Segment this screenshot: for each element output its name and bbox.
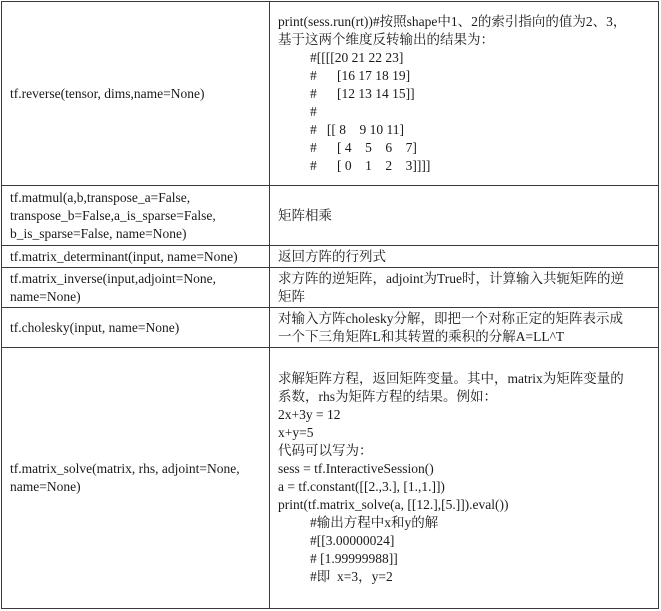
code-line: sess = tf.InteractiveSession() — [278, 461, 434, 476]
code-comment-line: #输出方程中x和y的解 — [310, 515, 439, 530]
api-reference-table — [1, 1, 659, 609]
function-cell — [2, 308, 270, 348]
function-cell — [2, 186, 270, 246]
function-cell — [2, 348, 270, 609]
function-signature: tf.matrix_determinant(input, name=None) — [10, 248, 238, 264]
description-line: 基于这两个维度反转输出的结果为： — [278, 31, 494, 47]
function-signature: tf.reverse(tensor, dims,name=None) — [10, 85, 205, 101]
description-line: 对输入方阵cholesky分解，即把一个对称正定的矩阵表示成 — [278, 310, 623, 326]
table-row-reverse — [2, 2, 659, 186]
table-row-matrix-determinant — [2, 246, 659, 268]
code-line: # [ 0 1 2 3]]]] — [310, 157, 431, 173]
description-cell — [270, 186, 659, 246]
code-line: # [16 17 18 19] — [310, 67, 411, 83]
description-cell — [270, 2, 659, 186]
code-comment-line: #[[3.00000024] — [310, 533, 395, 548]
function-signature-line: name=None) — [10, 288, 81, 304]
description-text: 矩阵相乘 — [278, 207, 332, 223]
equation-line: 2x+3y = 12 — [278, 407, 341, 422]
description-line: 求方阵的逆矩阵，adjoint为True时，计算输入共轭矩阵的逆 — [278, 270, 625, 286]
table-row-cholesky — [2, 308, 659, 348]
code-line: #[[[[20 21 22 23] — [310, 49, 404, 65]
description-line: 代码可以写为： — [278, 443, 373, 458]
code-line: a = tf.constant([[2.,3.], [1.,1.]]) — [278, 479, 445, 494]
function-signature: tf.cholesky(input, name=None) — [10, 319, 180, 335]
table-row-matmul — [2, 186, 659, 246]
function-cell — [2, 246, 270, 268]
function-cell — [2, 2, 270, 186]
function-signature-line: tf.matmul(a,b,transpose_a=False, — [10, 189, 191, 205]
code-line: print(tf.matrix_solve(a, [[12.],[5.]]).eval()) — [278, 497, 509, 512]
function-cell — [2, 268, 270, 308]
function-signature-line: name=None) — [10, 479, 81, 494]
function-signature-line: tf.matrix_inverse(input,adjoint=None, — [10, 270, 216, 286]
description-cell — [270, 308, 659, 348]
description-cell — [270, 246, 659, 268]
code-comment-line: #即 x=3，y=2 — [310, 569, 393, 584]
table-row-matrix-inverse — [2, 268, 659, 308]
description-cell — [270, 268, 659, 308]
description-cell — [270, 348, 659, 609]
description-line: print(sess.run(rt))#按照shape中1、2的索引指向的值为2、3， — [278, 13, 627, 29]
function-signature-line: tf.matrix_solve(matrix, rhs, adjoint=None, — [10, 461, 240, 476]
equation-line: x+y=5 — [278, 425, 314, 440]
function-signature-line: transpose_b=False,a_is_sparse=False, — [10, 207, 216, 223]
code-line: # [ 4 5 6 7] — [310, 139, 417, 155]
code-line: # [12 13 14 15]] — [310, 85, 415, 101]
table-row-matrix-solve — [2, 348, 659, 609]
description-line: 一个下三角矩阵L和其转置的乘积的分解A=LL^T — [278, 328, 565, 344]
description-text: 返回方阵的行列式 — [278, 248, 386, 264]
code-line: # [[ 8 9 10 11] — [310, 121, 404, 137]
function-signature-line: b_is_sparse=False, name=None) — [10, 225, 187, 241]
description-line: 求解矩阵方程，返回矩阵变量。其中，matrix为矩阵变量的 — [278, 371, 624, 386]
description-line: 系数，rhs为矩阵方程的结果。例如： — [278, 389, 497, 404]
code-comment-line: # [1.99999988]] — [310, 551, 398, 566]
code-line: # — [310, 103, 317, 119]
description-line: 矩阵 — [278, 288, 305, 304]
